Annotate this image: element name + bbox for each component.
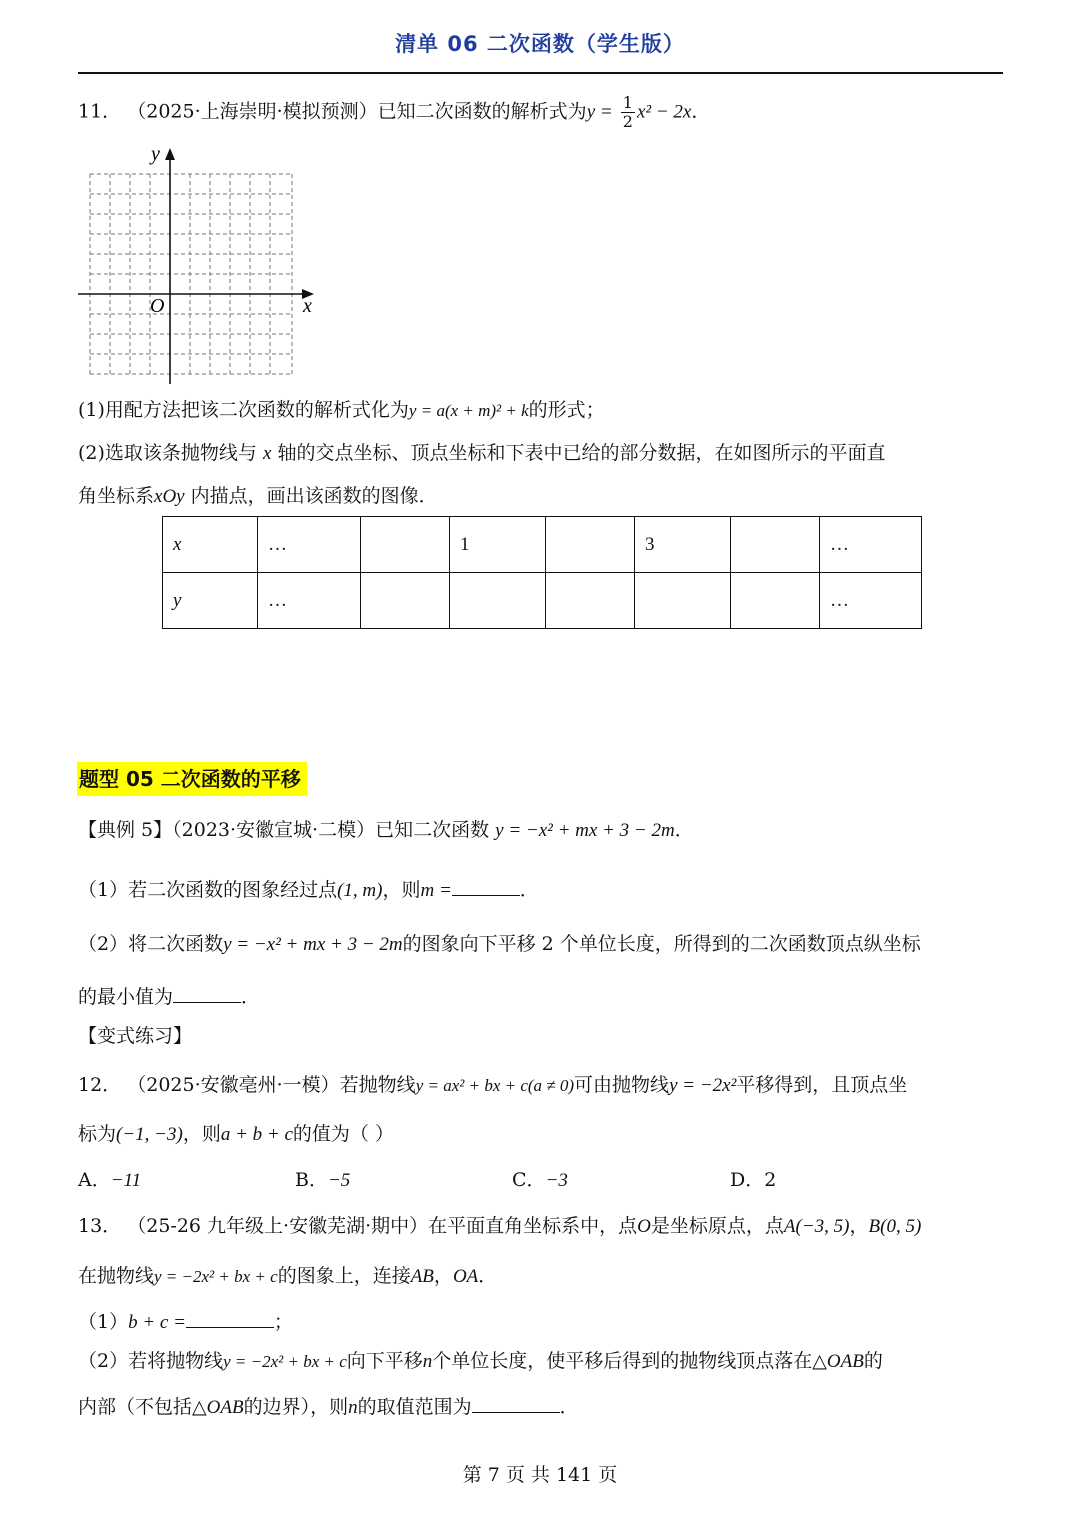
q11-part2-text2: 轴的交点坐标、顶点坐标和下表中已给的部分数据，在如图所示的平面直: [277, 442, 886, 464]
q13-source: （25-26 九年级上·安徽芜湖·期中）: [127, 1215, 429, 1237]
q12-pre: 若抛物线: [339, 1074, 416, 1096]
table-cell: …: [258, 517, 361, 573]
ex5-part2-text: （2）将二次函数: [78, 933, 224, 955]
q13-part2-line2: [78, 1392, 579, 1420]
table-cell: [546, 573, 635, 629]
table-cell: 1: [450, 517, 546, 573]
q13-part2-oab: OAB: [826, 1351, 864, 1372]
q12-point: (−1, −3): [116, 1124, 183, 1145]
ex5-part2-formula: y = −x² + mx + 3 − 2m: [223, 934, 403, 955]
q13-AB: AB: [410, 1266, 434, 1287]
q13-part2-formula: y = −2x² + bx + c: [223, 1352, 347, 1371]
option-value: −11: [110, 1170, 142, 1191]
q12-expr: a + b + c: [220, 1124, 293, 1145]
ex5-part1-end: ．: [519, 879, 539, 901]
ex5-part1: [78, 875, 539, 903]
x-axis-label: x: [303, 295, 312, 317]
q12-post: 平移得到，且顶点坐: [736, 1074, 908, 1096]
ex5-part2-line2-text: 的最小值为: [78, 986, 174, 1008]
q11-part2-line2: [78, 484, 438, 509]
q13-part2-mid: 向下平移: [346, 1350, 423, 1372]
ex5-part1-mid: ，则: [382, 879, 421, 901]
table-cell: [731, 573, 820, 629]
q12-line2-post: 的值为（ ）: [292, 1123, 394, 1145]
q11-fraction: [621, 94, 635, 131]
table-cell: y: [163, 573, 258, 629]
q12-line2: [78, 1122, 394, 1147]
table-cell: [546, 517, 635, 573]
q13-line2-mid: 的图象上，连接: [277, 1265, 411, 1287]
q13-part2-line2-mid: 的边界），则: [243, 1396, 349, 1418]
table-cell: [731, 517, 820, 573]
q13-part2-line2-n: n: [348, 1397, 358, 1418]
q11-part2-line2-text: 角坐标系: [78, 485, 155, 507]
q12-formula1: y = ax² + bx + c(a ≠ 0): [415, 1076, 575, 1095]
q13-mid: 是坐标原点，点: [650, 1215, 784, 1237]
q13-line2-text: 在抛物线: [78, 1265, 155, 1287]
option-label: A．: [78, 1169, 111, 1191]
answer-blank[interactable]: [452, 875, 520, 896]
q13-part2-line2-oab: OAB: [206, 1397, 244, 1418]
table-cell: …: [820, 573, 922, 629]
q13-line2: [78, 1264, 497, 1289]
q12-statement: [78, 1073, 907, 1098]
q11-number: 11．: [78, 100, 122, 123]
ex5-formula: y = −x² + mx + 3 − 2m: [495, 820, 675, 841]
q13-part2-end: ．: [559, 1396, 579, 1418]
q11-part1-formula: y = a(x + m)² + k: [408, 401, 529, 420]
q11-part2-xoy: xOy: [154, 486, 185, 507]
table-cell: …: [258, 573, 361, 629]
q13-formula: y = −2x² + bx + c: [154, 1267, 278, 1286]
q12-source: （2025·安徽亳州·一模）: [127, 1074, 340, 1096]
table-row: [163, 517, 922, 573]
q13-A: A(−3, 5): [783, 1216, 850, 1237]
q13-B: B(0, 5): [868, 1216, 922, 1237]
q13-part2-n: n: [422, 1351, 433, 1372]
ex5-part2-post: 的图象向下平移 2 个单位长度，所得到的二次函数顶点纵坐标: [402, 933, 921, 955]
q13-comma: ，: [849, 1215, 869, 1237]
table-cell: [361, 517, 450, 573]
q11-frac-den: 2: [622, 112, 633, 131]
q11-frac-num: 1: [622, 93, 633, 112]
q13-part1: [78, 1307, 293, 1335]
ex5-part2-end: ．: [241, 986, 261, 1008]
q13-O: O: [637, 1216, 651, 1237]
q13-part2-post: 个单位长度，使平移后得到的抛物线顶点落在△: [432, 1350, 827, 1372]
q13-part2-post2: 的: [863, 1350, 883, 1372]
header-divider: [78, 72, 1003, 74]
ex5-statement: [78, 818, 694, 843]
q13-line2-end: ．: [478, 1265, 498, 1287]
q11-end: ．: [691, 100, 711, 123]
variant-label: 【变式练习】: [78, 1025, 193, 1047]
q11-part2-line2-post: 内描点，画出该函数的图像．: [190, 485, 438, 507]
q12-option-b[interactable]: [295, 1165, 350, 1192]
ex5-text: 已知二次函数: [375, 819, 490, 841]
answer-blank[interactable]: [173, 982, 241, 1003]
q12-number: 12．: [78, 1074, 122, 1096]
q11-part2-text: (2)选取该条抛物线与: [78, 442, 257, 464]
option-value: −3: [545, 1170, 568, 1191]
q11-formula-rest: x² − 2x: [636, 101, 692, 123]
option-label: B．: [295, 1169, 328, 1191]
table-cell: x: [163, 517, 258, 573]
option-label: D．: [730, 1169, 765, 1191]
q11-part1-post: 的形式；: [528, 399, 605, 421]
ex5-part2-line1: [78, 932, 921, 957]
option-value: 2: [764, 1169, 777, 1191]
q12-option-c[interactable]: [512, 1165, 568, 1192]
q13-part1-text: （1）: [78, 1311, 129, 1333]
q11-text: 已知二次函数的解析式为: [377, 100, 587, 123]
ex5-part1-var: m =: [420, 880, 452, 901]
q11-part1-text: (1)用配方法把该二次函数的解析式化为: [78, 399, 409, 421]
q13-part1-expr: b + c =: [128, 1312, 186, 1333]
q12-option-d[interactable]: [730, 1165, 776, 1192]
table-cell: [450, 573, 546, 629]
q12-mid: 可由抛物线: [574, 1074, 670, 1096]
option-value: −5: [327, 1170, 351, 1191]
q12-option-a[interactable]: [78, 1165, 141, 1192]
q11-source: （2025·上海崇明·模拟预测）: [127, 100, 378, 123]
option-label: C．: [512, 1169, 546, 1191]
table-cell: [361, 573, 450, 629]
q13-statement: [78, 1214, 921, 1239]
q13-part2-line1: [78, 1349, 883, 1374]
page-footer: 第 7 页 共 141 页: [462, 1464, 618, 1486]
q11-formula-lhs: y =: [586, 101, 613, 123]
q11-value-table: [162, 516, 922, 629]
answer-blank[interactable]: [186, 1307, 274, 1328]
q13-part2-line2-post: 的取值范围为: [357, 1396, 472, 1418]
q13-part1-end: ；: [273, 1311, 293, 1333]
section-heading: 题型 05 二次函数的平移: [77, 762, 307, 796]
q11-part2-line1: [78, 441, 885, 466]
q13-sep: ，: [433, 1265, 453, 1287]
q12-formula2: y = −2x²: [669, 1075, 737, 1096]
grid-lines: [90, 174, 292, 374]
table-row: [163, 573, 922, 629]
q13-part2-line2-text: 内部（不包括△: [78, 1396, 207, 1418]
q12-line2-mid: ，则: [182, 1123, 221, 1145]
q13-OA: OA: [452, 1266, 479, 1287]
q11-part2-x: x: [262, 443, 272, 464]
page-header-title: 清单 06 二次函数（学生版）: [395, 32, 685, 56]
ex5-end: ．: [674, 819, 694, 841]
origin-label: O: [150, 295, 165, 317]
q11-statement: [78, 94, 710, 131]
table-cell: [635, 573, 731, 629]
table-cell: 3: [635, 517, 731, 573]
y-axis-arrow: [165, 148, 175, 160]
q13-pre: 在平面直角坐标系中，点: [428, 1215, 638, 1237]
answer-blank[interactable]: [472, 1392, 560, 1413]
y-axis-label: y: [151, 143, 160, 165]
q13-part2-text: （2）若将抛物线: [78, 1350, 224, 1372]
ex5-part1-text: （1）若二次函数的图象经过点: [78, 879, 338, 901]
ex5-source: （2023·安徽宣城·二模）: [172, 819, 376, 841]
table-cell: …: [820, 517, 922, 573]
q11-part1: [78, 398, 605, 423]
coordinate-grid: [70, 140, 330, 390]
q12-line2-text: 标为: [78, 1123, 117, 1145]
ex5-label: 【典例 5】: [78, 819, 173, 841]
ex5-part1-point: (1, m): [337, 880, 383, 901]
ex5-part2-line2: [78, 982, 260, 1009]
q13-number: 13．: [78, 1215, 122, 1237]
